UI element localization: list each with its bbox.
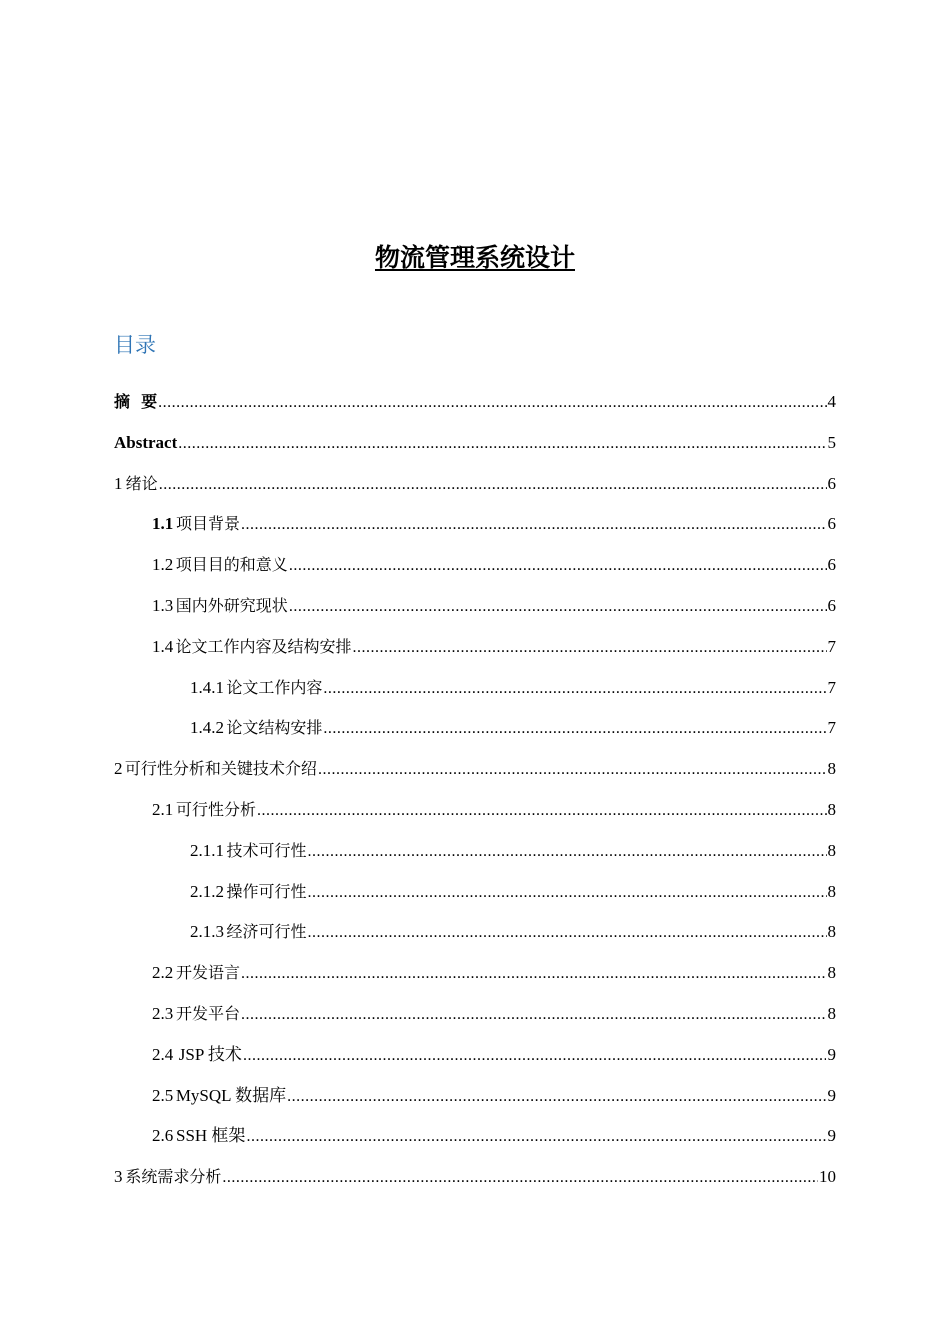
toc-entry-title: 开发平台 <box>176 1003 241 1023</box>
table-of-contents <box>114 387 836 1203</box>
toc-page-number: 8 <box>827 840 836 860</box>
toc-entry-title: 论文工作内容 <box>226 677 323 697</box>
toc-entry-title: 项目背景 <box>176 514 241 534</box>
toc-entry-title: SSH 框架 <box>176 1126 246 1146</box>
toc-section-number: 1 <box>114 473 123 493</box>
toc-leader-dots <box>289 551 827 581</box>
toc-entry-title: 操作可行性 <box>226 881 307 901</box>
toc-page-number: 8 <box>827 922 836 942</box>
toc-leader-dots <box>241 1000 826 1030</box>
toc-page-number: 9 <box>827 1085 836 1105</box>
toc-section-number: 1.3 <box>152 595 174 615</box>
toc-entry-1-4-1[interactable] <box>114 673 836 714</box>
toc-leader-dots <box>222 1163 818 1193</box>
toc-section-number: 2.6 <box>152 1126 174 1146</box>
toc-entry-title: 经济可行性 <box>226 922 307 942</box>
toc-entry-2-1-2[interactable] <box>114 877 836 918</box>
toc-leader-dots <box>241 510 826 540</box>
toc-page-number: 6 <box>827 595 836 615</box>
toc-entry-title: 论文工作内容及结构安排 <box>175 636 352 656</box>
toc-entry-2-5[interactable] <box>114 1081 836 1122</box>
toc-entry-title: 技术可行性 <box>226 840 307 860</box>
document-title-text: 物流管理系统设计 <box>374 243 575 272</box>
toc-entry-1-4[interactable] <box>114 632 836 673</box>
toc-leader-dots <box>287 1082 826 1112</box>
toc-page-number: 7 <box>827 718 836 738</box>
toc-entry-2-1-3[interactable] <box>114 917 836 958</box>
toc-page-number: 6 <box>827 473 836 493</box>
document-title <box>0 240 950 276</box>
toc-entry-title: Abstract <box>114 432 178 452</box>
toc-page-number: 10 <box>819 1167 836 1187</box>
toc-leader-dots <box>243 1041 827 1071</box>
toc-page-number: 8 <box>827 799 836 819</box>
toc-section-number: 2.1.1 <box>190 840 224 860</box>
toc-section-number: 2.5 <box>152 1085 174 1105</box>
toc-entry-title: 可行性分析 <box>175 799 256 819</box>
toc-heading: 目录 <box>114 333 156 357</box>
toc-entry-1-1[interactable] <box>114 509 836 550</box>
toc-page-number: 8 <box>827 881 836 901</box>
toc-entry-1[interactable] <box>114 469 836 510</box>
toc-section-number: 1.4.1 <box>190 677 224 697</box>
toc-leader-dots <box>323 674 826 704</box>
toc-entry-1-2[interactable] <box>114 550 836 591</box>
toc-page-number: 9 <box>827 1044 836 1064</box>
toc-entry-title: JSP 技术 <box>178 1044 242 1064</box>
toc-leader-dots <box>178 429 826 459</box>
toc-leader-dots <box>158 388 826 418</box>
toc-page-number: 6 <box>827 555 836 575</box>
toc-entry-title: 系统需求分析 <box>125 1167 222 1187</box>
toc-entry-abstract-en[interactable] <box>114 428 836 469</box>
toc-section-number: 2.1.2 <box>190 881 224 901</box>
toc-entry-title: 摘 要 <box>114 392 158 411</box>
toc-entry-1-3[interactable] <box>114 591 836 632</box>
toc-page-number: 8 <box>827 963 836 983</box>
toc-leader-dots <box>318 755 827 785</box>
toc-page-number: 7 <box>827 636 836 656</box>
toc-page-number: 9 <box>827 1126 836 1146</box>
toc-page-number: 6 <box>827 514 836 534</box>
toc-entry-2-1-1[interactable] <box>114 836 836 877</box>
toc-page-number: 8 <box>827 759 836 779</box>
toc-section-number: 2 <box>114 759 123 779</box>
toc-entry-1-4-2[interactable] <box>114 713 836 754</box>
toc-page-number: 7 <box>827 677 836 697</box>
toc-section-number: 2.1.3 <box>190 922 224 942</box>
toc-entry-2-3[interactable] <box>114 999 836 1040</box>
toc-entry-2-4[interactable] <box>114 1040 836 1081</box>
toc-page-number: 8 <box>827 1003 836 1023</box>
toc-section-number: 1.2 <box>152 555 174 575</box>
toc-entry-title: 项目目的和意义 <box>175 555 288 575</box>
toc-section-number: 3 <box>114 1167 123 1187</box>
toc-leader-dots <box>257 796 827 826</box>
toc-section-number: 2.1 <box>152 799 174 819</box>
toc-leader-dots <box>246 1122 826 1152</box>
toc-entry-3[interactable] <box>114 1162 836 1203</box>
toc-entry-title: 绪论 <box>125 473 158 493</box>
toc-entry-title: 论文结构安排 <box>226 718 323 738</box>
toc-section-number: 2.2 <box>152 963 174 983</box>
toc-entry-title: 国内外研究现状 <box>175 595 288 615</box>
toc-leader-dots <box>289 592 827 622</box>
toc-entry-2-1[interactable] <box>114 795 836 836</box>
toc-entry-2-6[interactable] <box>114 1121 836 1162</box>
toc-entry-abstract-cn[interactable] <box>114 387 836 428</box>
toc-leader-dots <box>323 714 826 744</box>
toc-entry-title: MySQL 数据库 <box>175 1085 287 1105</box>
toc-leader-dots <box>307 878 826 908</box>
toc-section-number: 2.4 <box>152 1044 174 1064</box>
toc-leader-dots <box>353 633 827 663</box>
toc-leader-dots <box>241 959 826 989</box>
toc-leader-dots <box>307 837 826 867</box>
toc-entry-2[interactable] <box>114 754 836 795</box>
toc-leader-dots <box>159 470 827 500</box>
toc-page-number: 4 <box>827 392 836 411</box>
toc-section-number: 1.1 <box>152 514 174 534</box>
toc-entry-title: 开发语言 <box>176 963 241 983</box>
toc-page-number: 5 <box>827 432 836 452</box>
toc-entry-2-2[interactable] <box>114 958 836 999</box>
toc-section-number: 2.3 <box>152 1003 174 1023</box>
toc-section-number: 1.4.2 <box>190 718 224 738</box>
toc-entry-title: 可行性分析和关键技术介绍 <box>124 759 317 779</box>
toc-section-number: 1.4 <box>152 636 174 656</box>
toc-leader-dots <box>307 918 826 948</box>
